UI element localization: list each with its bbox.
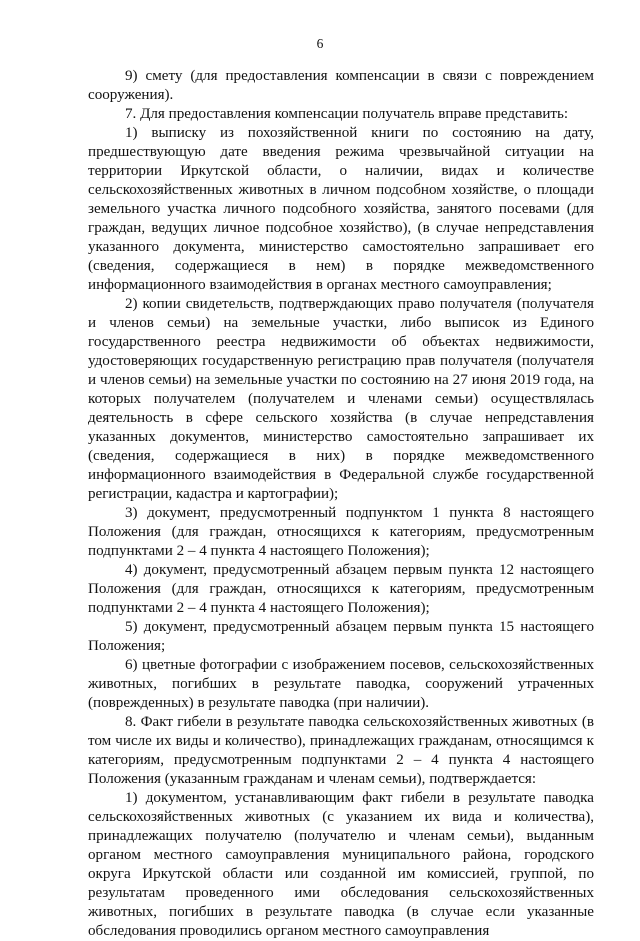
paragraph-7-6: 6) цветные фотографии с изображением посевов, сельскохозяйственных животных, погибших в результате паводка, сооружений утраченных (поврежденных) в результате паводка (при наличии). <box>88 657 594 711</box>
paragraph-7-4: 4) документ, предусмотренный абзацем первым пункта 12 настоящего Положения (для граждан, относящихся к категориям, предусмотренным подпунктами 2 – 4 пункта 4 настоящего Положения); <box>88 562 594 616</box>
paragraph-8-1: 1) документом, устанавливающим факт гибели в результате паводка сельскохозяйственных животных (с указанием их вида и количества), принадлежащих получателю (получателю и членам семьи), выданным органом местного самоуправления муниципального района, городского округа Иркутской области или созданной им комиссией, группой, по результатам проведенного ими обследования сельскохозяйственных животных, погибших в результате паводка (в случае если указанные обследования проводились органом местного самоуправления <box>88 790 594 939</box>
paragraph-9-smeta: 9) смету (для предоставления компенсации в связи с повреждением сооружения). <box>88 68 594 103</box>
paragraph-7-1: 1) выписку из похозяйственной книги по состоянию на дату, предшествующую дате введения режима чрезвычайной ситуации на территории Иркутской области, о наличии, видах и количестве сельскохозяйственных животных в личном подсобном хозяйстве, о площади земельного участка личного подсобного хозяйства, занятого посевами (для граждан, ведущих личное подсобное хозяйство), (в случае непредставления указанного документа, министерство самостоятельно запрашивает его (сведения, содержащиеся в нем) в порядке межведомственного информационного взаимодействия в органах местного самоуправления; <box>88 125 594 293</box>
paragraph-7-heading: 7. Для предоставления компенсации получатель вправе представить: <box>125 106 569 122</box>
paragraph-7-3: 3) документ, предусмотренный подпунктом 1 пункта 8 настоящего Положения (для граждан, относящихся к категориям, предусмотренным подпунктами 2 – 4 пункта 4 настоящего Положения); <box>88 505 594 559</box>
page-number: 6 <box>316 36 324 51</box>
paragraph-8-heading: 8. Факт гибели в результате паводка сельскохозяйственных животных (в том числе их виды и количество), принадлежащих гражданам, относящимся к категориям, предусмотренным подпунктами 2 – 4 пункта 4 настоящего Положения (указанным гражданам и членам семьи), подтверждается: <box>88 714 594 787</box>
paragraph-7-2: 2) копии свидетельств, подтверждающих право получателя (получателя и членов семьи) на земельные участки, либо выписок из Единого государственного реестра недвижимости об объектах недвижимости, удостоверяющих государственную регистрацию прав получателя (получателя и членов семьи) на земельные участки по состоянию на 27 июня 2019 года, на которых получателем (получателем и членами семьи) осуществлялась деятельность в сфере сельского хозяйства (в случае непредставления указанных документов, министерство самостоятельно запрашивает их (сведения, содержащиеся в них) в порядке межведомственного информационного взаимодействия в Федеральной службе государственной регистрации, кадастра и картографии); <box>88 296 594 502</box>
paragraph-7-5: 5) документ, предусмотренный абзацем первым пункта 15 настоящего Положения; <box>88 619 594 654</box>
document-body <box>88 67 594 941</box>
